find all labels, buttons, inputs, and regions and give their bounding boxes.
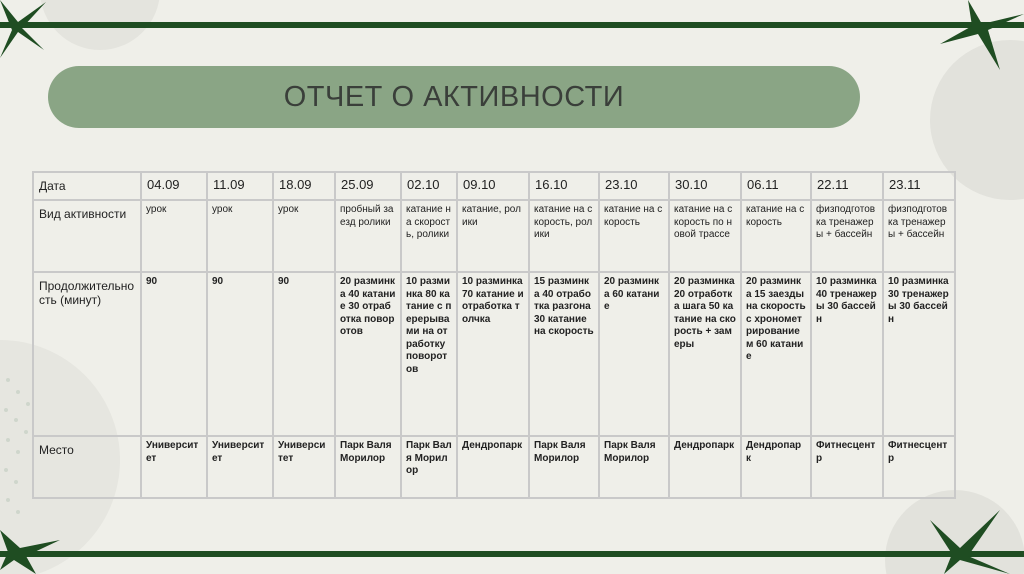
table-cell: катание на скорость (741, 200, 811, 272)
table-cell: Университет (273, 436, 335, 498)
table-cell: Парк Валя Морилор (529, 436, 599, 498)
date-cell: 16.10 (529, 172, 599, 200)
table-cell: 90 (207, 272, 273, 436)
table-cell: Дендропарк (741, 436, 811, 498)
row-label: Продолжительность (минут) (33, 272, 141, 436)
date-cell: 22.11 (811, 172, 883, 200)
date-cell: 25.09 (335, 172, 401, 200)
duration-row (33, 272, 955, 436)
activity-table (32, 171, 956, 499)
table-cell: Парк Валя Морилор (335, 436, 401, 498)
date-cell: 02.10 (401, 172, 457, 200)
date-cell: 23.10 (599, 172, 669, 200)
table-cell: 20 разминка 20 отработка шага 50 катание на скорость + замеры (669, 272, 741, 436)
date-row (33, 172, 955, 200)
table-cell: 10 разминка 40 тренажеры 30 бассейн (811, 272, 883, 436)
table-cell: 15 разминка 40 отработка разгона 30 катание на скорость (529, 272, 599, 436)
table-cell: катание, ролики (457, 200, 529, 272)
table-cell: Парк Валя Морилор (401, 436, 457, 498)
page-title: ОТЧЕТ О АКТИВНОСТИ (48, 66, 860, 128)
table-cell: 10 разминка 70 катание и отработка толчка (457, 272, 529, 436)
table-cell: 20 разминка 40 катание 30 отработка поворотов (335, 272, 401, 436)
table-cell: Фитнесцентр (811, 436, 883, 498)
table-cell: Фитнесцентр (883, 436, 955, 498)
date-cell: 30.10 (669, 172, 741, 200)
table-cell: физподготовка тренажеры + бассейн (811, 200, 883, 272)
table-cell: физподготовка тренажеры + бассейн (883, 200, 955, 272)
table-cell: катание на скорость по новой трассе (669, 200, 741, 272)
table-cell: 90 (273, 272, 335, 436)
date-cell: 04.09 (141, 172, 207, 200)
table-cell: 10 разминка 80 катание с перерывами на отработку поворотов (401, 272, 457, 436)
table-cell: Университет (141, 436, 207, 498)
table-cell: урок (141, 200, 207, 272)
table-cell: урок (273, 200, 335, 272)
table-cell: 20 разминка 15 заезды на скорость с хронометрированием 60 катание (741, 272, 811, 436)
date-cell: 18.09 (273, 172, 335, 200)
table-cell: 20 разминка 60 катание (599, 272, 669, 436)
place-row (33, 436, 955, 498)
row-label: Вид активности (33, 200, 141, 272)
table-cell: Парк Валя Морилор (599, 436, 669, 498)
table-cell: Дендропарк (457, 436, 529, 498)
table-cell: пробный заезд ролики (335, 200, 401, 272)
table-cell: катание на скорость, ролики (529, 200, 599, 272)
date-cell: 06.11 (741, 172, 811, 200)
table-cell: катание на скорость, ролики (401, 200, 457, 272)
table-cell: 10 разминка 30 тренажеры 30 бассейн (883, 272, 955, 436)
row-label: Место (33, 436, 141, 498)
table-cell: катание на скорость (599, 200, 669, 272)
table-cell: 90 (141, 272, 207, 436)
date-cell: 09.10 (457, 172, 529, 200)
table-cell: Дендропарк (669, 436, 741, 498)
table-cell: урок (207, 200, 273, 272)
table-cell: Университет (207, 436, 273, 498)
date-header: Дата (33, 172, 141, 200)
date-cell: 11.09 (207, 172, 273, 200)
date-cell: 23.11 (883, 172, 955, 200)
activity-type-row (33, 200, 955, 272)
